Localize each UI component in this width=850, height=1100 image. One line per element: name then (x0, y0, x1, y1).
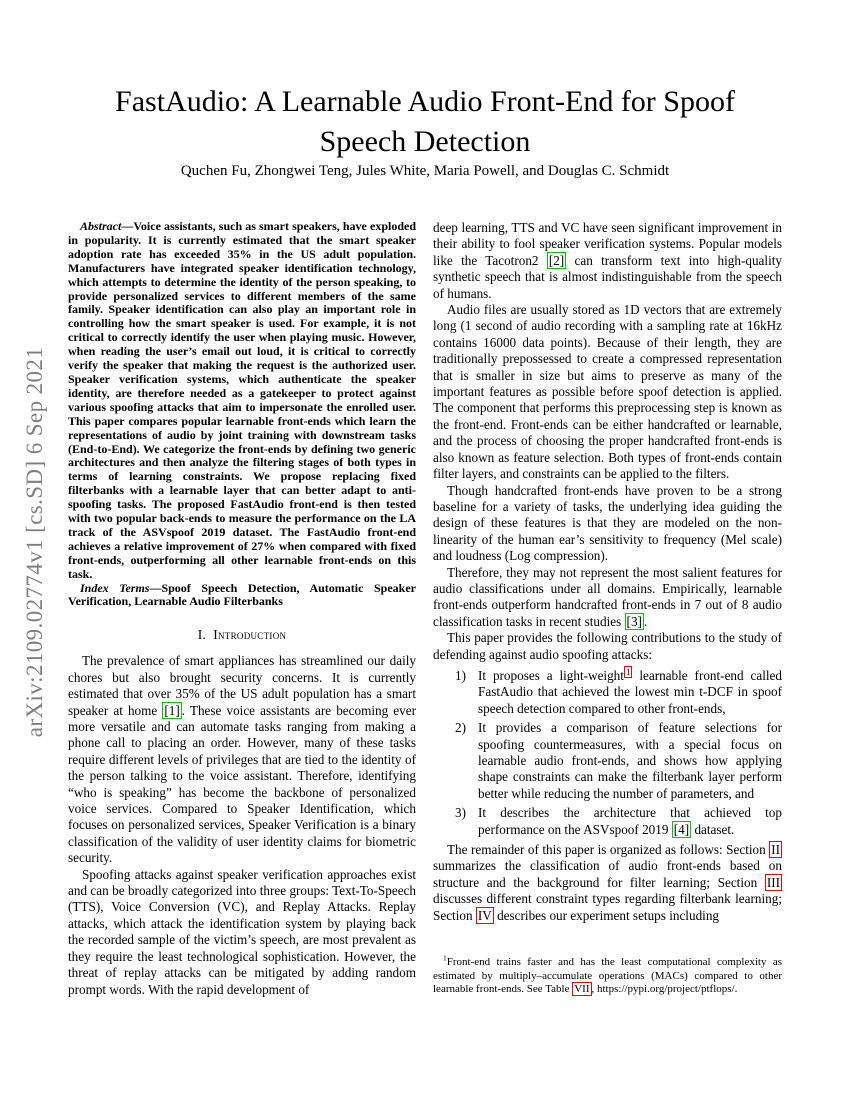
footnote-marker: 1 (443, 953, 447, 963)
paper-title-line-2: Speech Detection (319, 125, 531, 159)
footnote-ref-link[interactable] (624, 666, 632, 678)
contributions-intro-paragraph: This paper provides the following contributions to the study of defending against audio spoofing attacks: (433, 630, 782, 662)
abstract-paragraph (68, 220, 416, 582)
footnote-1: $^1$Front-end trains faster and has the least computational complexity as estimated by multiply–accumulate operations (MACs) compared to other learnable front-ends. See Table VII , https://pypi.org/project/ptflops/. (433, 953, 782, 995)
citation-link[interactable]: [1] (164, 702, 180, 718)
contribution-item-1: It proposes a light-weight $^1$ learnable front-end called FastAudio that achieved the lowest min t-DCF in spoof speech detection compared to other front-ends, (478, 666, 782, 716)
internal-ref-link[interactable]: IV (477, 907, 492, 923)
citation-link[interactable]: [2] (548, 252, 565, 268)
left-column (68, 220, 416, 998)
section-heading-introduction: I. Introduction (197, 627, 287, 643)
contribution-item-3: It describes the architecture that achieved top performance on the ASVspoof 2019 [4] dataset. (478, 805, 782, 837)
internal-ref-link[interactable]: III (766, 874, 780, 890)
arxiv-stamp: arXiv:2109.02774v1 [cs.SD] 6 Sep 2021 (22, 346, 47, 738)
salient-features-paragraph: Therefore, they may not represent the most salient features for audio classifications under all domains. Empirically, learnable front-ends outperform handcrafted front-ends in 7 out of 8 audio classification tasks in recent studies [3] . (433, 564, 782, 629)
intro-paragraph-1: The prevalence of smart appliances has streamlined our daily chores but also brought security concerns. It is currently estimated that over 35% of the US adult population has a smart speaker at home [1] . These voice assistants are becoming ever more versatile and can automate tasks ranging from making a phone call to placing an order. However, many of these tasks require different levels of privileges that are tied to the identity of the person talking to the voice assistant. Therefore, identifying “who is speaking” has become the backbone of personalized voice services. Compared to Speaker Identification, which focuses on personalized services, Speaker Verification is a binary classification of the validity of user identity claims for biometric security. (68, 653, 416, 866)
audio-files-paragraph: Audio files are usually stored as 1D vectors that are extremely long (1 second of audio recording with a sampling rate at 16kHz contains 16000 data points). Because of their length, they are traditionally prepossessed to create a compressed representation that is smaller in size but aims to preserve as many of the important features as possible before spoof detection is applied. The component that performs this preprocessing step is known as the front-end. Front-ends can be either handcrafted or learnable, and the process of choosing the proper handcrafted front-ends is also known as feature selection. Both types of front-ends contain filter layers, and constraints can be applied to the filters. (433, 302, 782, 482)
index-terms-text: —Spoof Speech Detection, Automatic Speaker Verification, Learnable Audio Filterbanks (68, 580, 416, 609)
contributions-list (433, 668, 782, 838)
footnote-ref-box[interactable]: 1 (625, 666, 631, 677)
citation-link[interactable]: [3] (626, 613, 642, 629)
authors-line: Quchen Fu, Zhongwei Teng, Jules White, Maria Powell, and Douglas C. Schmidt (180, 163, 670, 179)
citation-link[interactable]: [4] (673, 821, 690, 837)
index-terms-paragraph (68, 582, 416, 610)
abstract-lead: Abstract (80, 219, 122, 233)
contribution-item-2: It provides a comparison of feature selections for spoofing countermeasures, with a special focus on learnable audio front-ends, and shows how applying shape constraints can make the filterbank layer perform better while reducing the number of parameters, and (478, 720, 782, 801)
internal-ref-link[interactable]: VII (574, 983, 590, 995)
internal-ref-link[interactable]: II (771, 842, 780, 858)
paper-title-line-1: FastAudio: A Learnable Audio Front-End for Spoof (115, 85, 735, 119)
right-column (433, 220, 782, 1020)
intro-paragraph-2: Spoofing attacks against speaker verification approaches exist and can be broadly categorized into three groups: Text-To-Speech (TTS), Voice Conversion (VC), and Replay Attacks. Replay attacks, which attack the identification system by playing back the recorded sample of the victim’s speech, are most prevalent as they require the least technological sophistication. However, the threat of replay attacks can be mitigated by adding random prompt words. With the rapid development of (68, 866, 416, 997)
paper-title (0, 82, 850, 162)
paper-outline-paragraph: The remainder of this paper is organized as follows: Section II summarizes the classification of audio front-ends based on structure and the background for filter learning; Section III discusses different constraint types regarding filterbank learning; Section IV describes our experiment setups including (433, 842, 782, 923)
index-terms-lead: Index Terms (80, 580, 150, 595)
abstract-text: —Voice assistants, such as smart speakers, have exploded in popularity. It is currently estimated that the smart speaker adoption rate has exceeded 35% in the US adult population. Manufacturers have integrated speaker identification technology, which attempts to determine the identity of the person speaking, to provide personalized services to different members of the same family. Speaker identification can also play an important role in controlling how the smart speaker is used. For example, it is not critical to correctly identify the user when playing music. However, when reading the user’s email out loud, it is critical to correctly verify the speaker that making the request is the authorized user. Speaker verification systems, which authenticate the speaker identity, are therefore needed as a gatekeeper to protect against various spoofing attacks that aim to impersonate the enrolled user. This paper compares popular learnable front-ends which learn the representations of audio by joint training with downstream tasks (End-to-End). We categorize the front-ends by defining two generic architectures and then analyze the filtering stages of both types in terms of learning constraints. We propose replacing fixed filterbanks with a learnable layer that can better adapt to anti-spoofing tasks. The proposed FastAudio front-end is then tested with two popular back-ends to measure the performance on the LA track of the ASVspoof 2019 dataset. The FastAudio front-end achieves a relative improvement of 27% when compared with fixed front-ends, outperforming all other learnable front-ends on this task. (68, 219, 416, 581)
intro-paragraph-2-continued: deep learning, TTS and VC have seen significant improvement in their ability to fool speaker verification systems. Popular models like the Tacotron2 [2] can transform text into high-quality synthetic speech that is almost indistinguishable from the speech of humans. (433, 220, 782, 301)
handcrafted-frontends-paragraph: Though handcrafted front-ends have proven to be a strong baseline for a variety of tasks, the underlying idea guiding the design of these features is that they are modeled on the non-linearity of the human ear’s sensitivity to frequency (Mel scale) and loudness (Log compression). (433, 482, 782, 564)
